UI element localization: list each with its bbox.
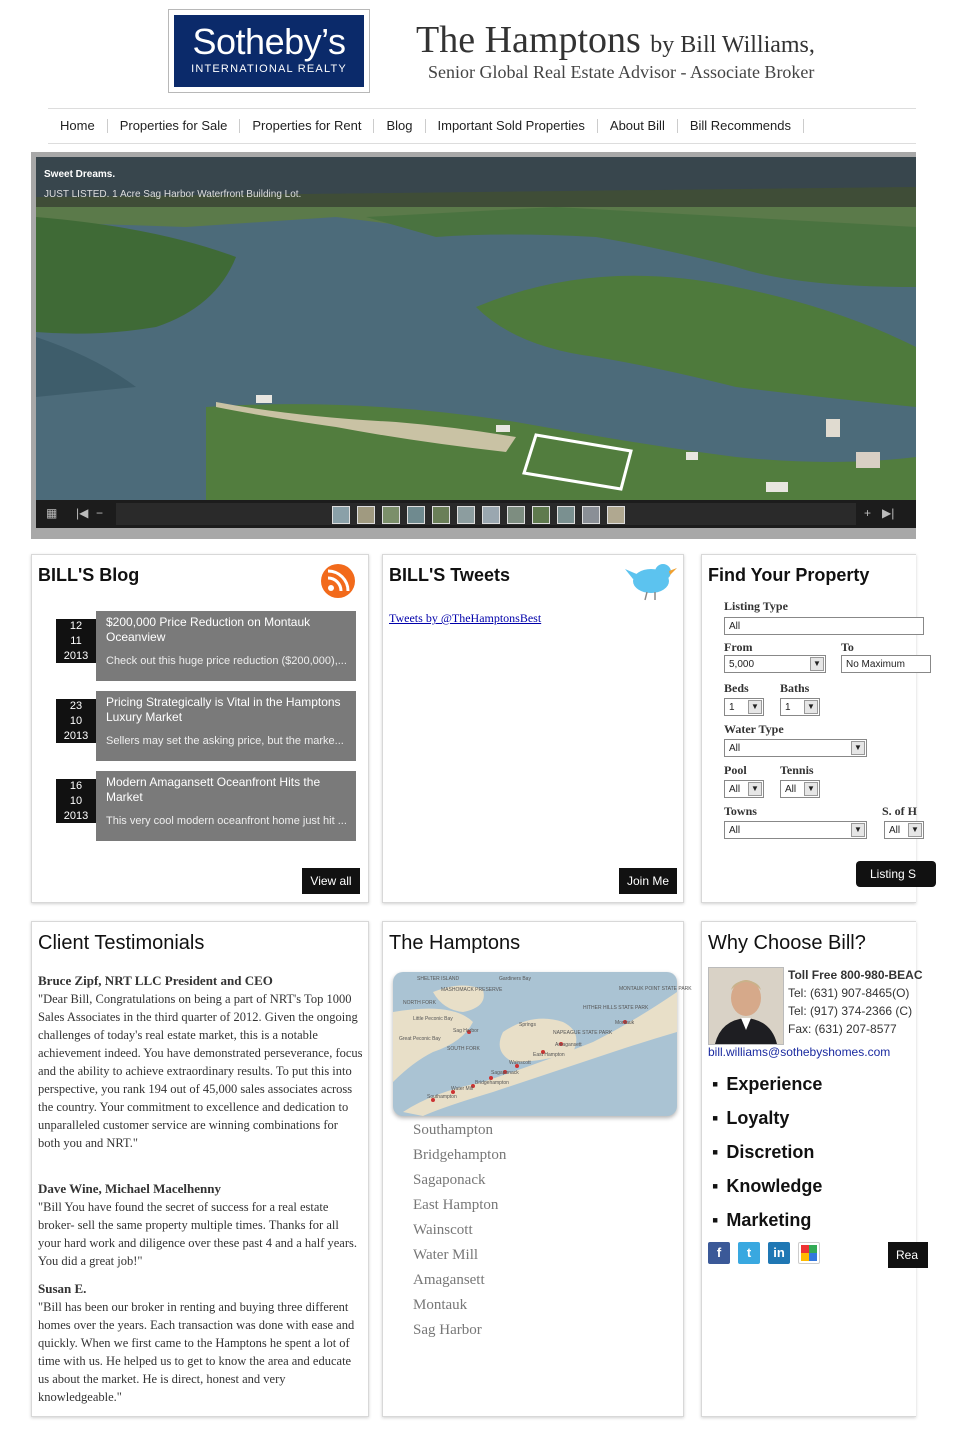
- tennis-label: Tennis: [780, 763, 814, 777]
- blog-post-excerpt: Check out this huge price reduction ($200,000),...: [106, 655, 347, 667]
- slide-thumb-8[interactable]: [507, 506, 525, 524]
- blog-post-excerpt: Sellers may set the asking price, but the marke...: [106, 735, 344, 747]
- slideshow-controls: [36, 500, 916, 528]
- baths-label: Baths: [780, 681, 810, 695]
- why-point: ▪ Knowledge: [712, 1176, 822, 1197]
- town-link-sag-harbor[interactable]: Sag Harbor: [413, 1322, 482, 1338]
- nav-bill-recommends[interactable]: Bill Recommends: [678, 119, 804, 133]
- chevron-down-icon: ▼: [810, 657, 824, 671]
- previous-icon[interactable]: |◀: [76, 506, 89, 520]
- blog-date: 23 10 2013: [56, 699, 96, 743]
- slide-thumb-9[interactable]: [532, 506, 550, 524]
- slide-thumb-3[interactable]: [382, 506, 400, 524]
- town-link-amagansett[interactable]: Amagansett: [413, 1272, 485, 1288]
- social-links: [708, 1242, 828, 1264]
- why-point: ▪ Experience: [712, 1074, 822, 1095]
- blog-panel: [31, 554, 369, 903]
- tweets-title: BILL'S Tweets: [389, 565, 510, 585]
- chevron-down-icon: ▼: [851, 741, 865, 755]
- price-to-select[interactable]: No Maximum: [841, 655, 931, 673]
- sothebys-logo[interactable]: [168, 9, 370, 93]
- slide-thumb-1[interactable]: [332, 506, 350, 524]
- toll-free-number: Toll Free 800-980-BEAC: [788, 968, 923, 982]
- chevron-down-icon: ▼: [748, 700, 762, 714]
- water-type-select[interactable]: All ▼: [724, 739, 867, 757]
- testimonial-text: "Bill has been our broker in renting and buying three different homes over the years. Each transaction was done with ease and quickly. When we first came to the Hamptons he spent a lot of time with us. He helped us to get to know the area and educate us about the market. He is direct, honest and very knowledgeable.": [38, 1300, 355, 1404]
- blog-post-excerpt: This very cool modern oceanfront home just hit ...: [106, 815, 347, 827]
- beds-label: Beds: [724, 681, 749, 695]
- chevron-down-icon: ▼: [804, 782, 818, 796]
- nav-properties-for-rent[interactable]: Properties for Rent: [240, 119, 374, 133]
- chevron-down-icon: ▼: [748, 782, 762, 796]
- why-choose-panel: [701, 921, 923, 1417]
- chevron-down-icon: ▼: [851, 823, 865, 837]
- why-choose-title: Why Choose Bill?: [708, 932, 866, 954]
- town-link-southampton[interactable]: Southampton: [413, 1122, 494, 1138]
- towns-select[interactable]: All ▼: [724, 821, 867, 839]
- nav-important-sold[interactable]: Important Sold Properties: [426, 119, 598, 133]
- tweets-link[interactable]: Tweets by @TheHamptonsBest: [389, 611, 542, 625]
- blog-title: BILL'S Blog: [38, 565, 140, 585]
- testimonials-panel: [31, 921, 369, 1417]
- listing-type-select[interactable]: All: [724, 617, 924, 635]
- tel-office: Tel: (631) 907-8465(O): [788, 986, 910, 1000]
- read-more-button[interactable]: Rea: [888, 1242, 928, 1268]
- blog-entry[interactable]: [56, 611, 356, 681]
- logo-badge: [174, 15, 364, 87]
- tweets-panel: [382, 554, 684, 903]
- site-subtitle: Senior Global Real Estate Advisor - Associate Broker: [428, 62, 815, 82]
- zoom-out-icon[interactable]: −: [96, 506, 104, 520]
- to-label: To: [841, 640, 854, 654]
- testimonial-text: "Bill You have found the secret of success for a real estate broker- sell the same property multiple times. Thanks for all your hard work and diligence over these past 4 and a half years. You did a great job!": [38, 1200, 357, 1268]
- find-property-panel: [701, 554, 919, 903]
- beds-select[interactable]: 1 ▼: [724, 698, 764, 716]
- slide-thumb-10[interactable]: [557, 506, 575, 524]
- site-title-main: The Hamptons: [416, 19, 641, 61]
- email-link[interactable]: bill.williams@sothebyshomes.com: [708, 1045, 891, 1059]
- town-link-wainscott[interactable]: Wainscott: [413, 1222, 473, 1238]
- facebook-icon[interactable]: f: [708, 1242, 730, 1264]
- blog-post-card[interactable]: [96, 691, 356, 761]
- hamptons-panel: [382, 921, 692, 1417]
- fax-number: Fax: (631) 207-8577: [788, 1022, 897, 1036]
- blog-post-title[interactable]: $200,000 Price Reduction on Montauk Oceanview: [106, 615, 311, 644]
- testimonial-author: Bruce Zipf, NRT LLC President and CEO: [38, 973, 273, 988]
- why-point: ▪ Loyalty: [712, 1108, 789, 1129]
- site-title: [416, 18, 815, 62]
- testimonial: [38, 1280, 363, 1406]
- slide-caption: [36, 157, 916, 207]
- tel-cell: Tel: (917) 374-2366 (C): [788, 1004, 913, 1018]
- slide-thumb-5[interactable]: [432, 506, 450, 524]
- site-title-by: by Bill Williams,: [650, 32, 815, 58]
- logo-sub-text: INTERNATIONAL REALTY: [191, 63, 347, 75]
- blog-post-title[interactable]: Modern Amagansett Oceanfront Hits the Market: [106, 775, 321, 804]
- blog-entry[interactable]: [56, 691, 356, 761]
- agent-photo: [708, 967, 784, 1045]
- blog-post-card[interactable]: [96, 611, 356, 681]
- next-icon[interactable]: ▶|: [882, 506, 895, 520]
- zoom-in-icon[interactable]: +: [864, 506, 872, 520]
- testimonials-title: Client Testimonials: [38, 932, 205, 954]
- slide-caption-title: Sweet Dreams.: [44, 169, 116, 180]
- slideshow: [31, 152, 916, 539]
- nav-about-bill[interactable]: About Bill: [598, 119, 678, 133]
- town-link-bridgehampton[interactable]: Bridgehampton: [413, 1147, 507, 1163]
- south-of-highway-label: S. of H: [882, 804, 918, 818]
- view-all-button[interactable]: View all: [302, 868, 360, 894]
- join-me-button[interactable]: Join Me: [619, 868, 677, 894]
- testimonial: [38, 1180, 363, 1270]
- slide-thumb-4[interactable]: [407, 506, 425, 524]
- agent-portrait-graphic: [709, 968, 783, 1044]
- from-label: From: [724, 640, 753, 654]
- find-property-title: Find Your Property: [708, 565, 870, 585]
- listing-type-label: Listing Type: [724, 599, 788, 613]
- slide-thumb-6[interactable]: [457, 506, 475, 524]
- pool-label: Pool: [724, 763, 747, 777]
- town-link-east-hampton[interactable]: East Hampton: [413, 1197, 499, 1213]
- blog-entry[interactable]: [56, 771, 356, 841]
- towns-label: Towns: [724, 804, 757, 818]
- blog-post-title[interactable]: Pricing Strategically is Vital in the Hamptons Luxury Market: [106, 695, 341, 724]
- linkedin-icon[interactable]: in: [768, 1242, 790, 1264]
- nav-home[interactable]: Home: [48, 119, 108, 133]
- nav-blog[interactable]: Blog: [374, 119, 425, 133]
- town-link-water-mill[interactable]: Water Mill: [413, 1247, 479, 1263]
- why-point: ▪ Marketing: [712, 1210, 811, 1231]
- slide-photo[interactable]: [36, 157, 916, 500]
- testimonial-author: Dave Wine, Michael Macelhenny: [38, 1181, 221, 1196]
- nav-properties-for-sale[interactable]: Properties for Sale: [108, 119, 241, 133]
- google-icon[interactable]: [798, 1242, 820, 1264]
- water-type-label: Water Type: [724, 722, 784, 736]
- baths-select[interactable]: 1 ▼: [780, 698, 820, 716]
- rss-icon[interactable]: [318, 561, 358, 601]
- why-point: ▪ Discretion: [712, 1142, 814, 1163]
- slide-thumb-11[interactable]: [582, 506, 600, 524]
- hamptons-map[interactable]: SHELTER ISLAND MASHOMACK PRESERVE Gardiners Bay NORTH FORK Sag Harbor Springs HITHER HILLS STATE PARK MONTAUK POINT STATE PARK Montauk Little Peconic Bay Great Peconic Bay NAPEAGUE STATE PARK SOUTH FORK East Hampton Amagansett Wainscott Sagaponack Bridgehampton Water Mill Southampton: [393, 972, 677, 1116]
- main-nav: [48, 108, 916, 144]
- twitter-icon[interactable]: t: [738, 1242, 760, 1264]
- slide-caption-text: JUST LISTED. 1 Acre Sag Harbor Waterfront Building Lot.: [44, 189, 302, 200]
- twitter-bird-icon: [625, 559, 677, 601]
- slide-thumb-2[interactable]: [357, 506, 375, 524]
- listing-search-button[interactable]: Listing S: [856, 861, 936, 887]
- price-from-select[interactable]: 5,000 ▼: [724, 655, 826, 673]
- grid-view-icon[interactable]: ▦: [46, 506, 58, 520]
- town-link-sagaponack[interactable]: Sagaponack: [413, 1172, 486, 1188]
- testimonial: [38, 972, 363, 1152]
- testimonial-text: "Dear Bill, Congratulations on being a part of NRT's Top 1000 Sales Associates in the third quarter of 2012. Given the ongoing challenges of today's real estate market, this is a notable achievement indeed. You have demonstrated perseverance, focus and the ability to achieve extraordinary results. To put this into perspective, you rank 194 out of 45,000 sales associates across the country. Your commitment to excellence and dedication to unparalleled customer service are winning combinations for both you and NRT.": [38, 992, 363, 1150]
- slide-thumb-12[interactable]: [607, 506, 625, 524]
- pool-select[interactable]: All ▼: [724, 780, 764, 798]
- blog-post-card[interactable]: [96, 771, 356, 841]
- blog-date: 16 10 2013: [56, 779, 96, 823]
- blog-date: 12 11 2013: [56, 619, 96, 663]
- tennis-select[interactable]: All ▼: [780, 780, 820, 798]
- town-link-montauk[interactable]: Montauk: [413, 1297, 468, 1313]
- testimonial-author: Susan E.: [38, 1281, 87, 1296]
- aerial-waterfront-image: [36, 157, 916, 500]
- chevron-down-icon: ▼: [804, 700, 818, 714]
- logo-main-text: Sotheby’s: [192, 21, 346, 62]
- south-of-highway-select[interactable]: All ▼: [884, 821, 924, 839]
- chevron-down-icon: ▼: [908, 823, 922, 837]
- slide-thumb-7[interactable]: [482, 506, 500, 524]
- hamptons-title: The Hamptons: [389, 932, 521, 954]
